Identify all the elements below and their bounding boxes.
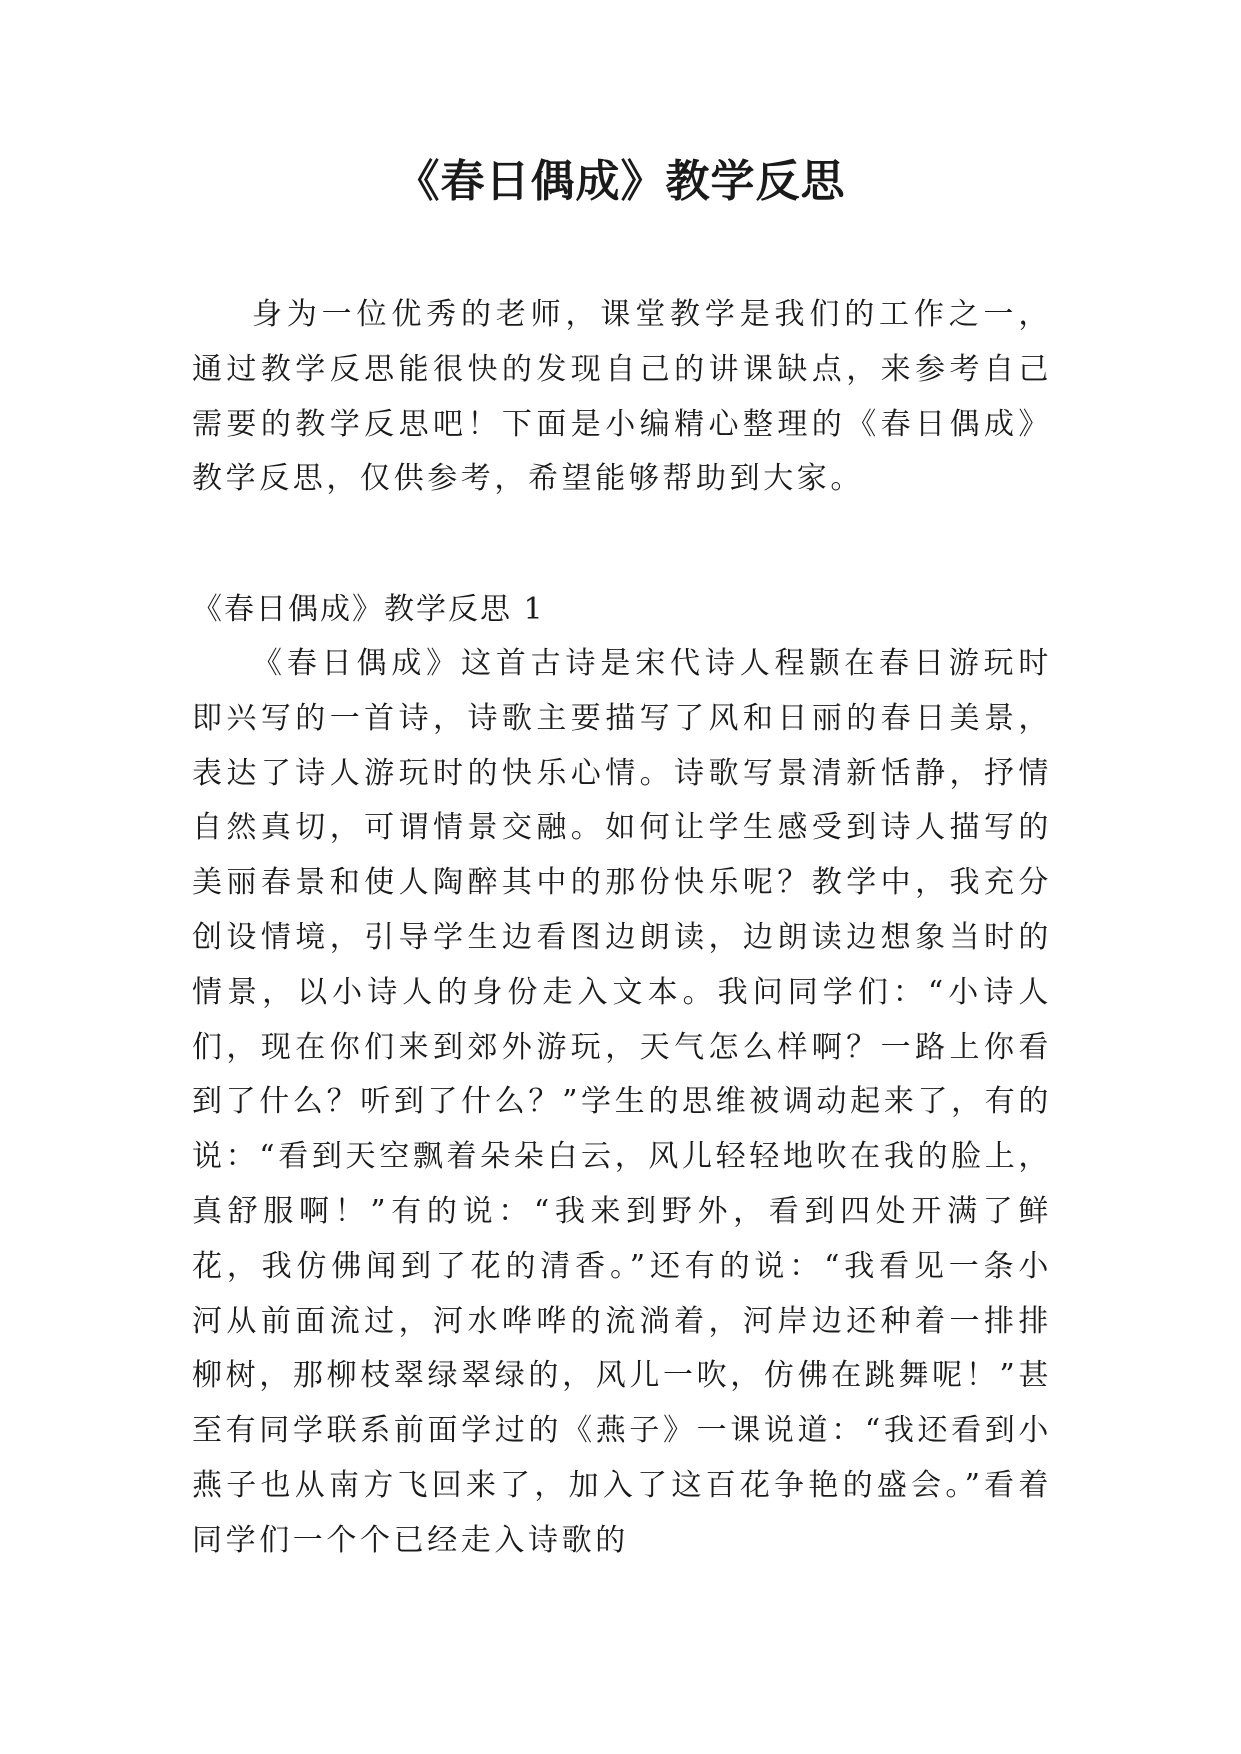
document-title: 《春日偶成》教学反思 [395, 156, 846, 207]
section-body-paragraph: 《春日偶成》这首古诗是宋代诗人程颢在春日游玩时即兴写的一首诗，诗歌主要描写了风和日丽的春日美景，表达了诗人游玩时的快乐心情。诗歌写景清新恬静，抒情自然真切，可谓情景交融。如何让学生感受到诗人描写的美丽春景和使人陶醉其中的那份快乐呢？教学中，我充分创设情境，引导学生边看图边朗读，边朗读边想象当时的情景，以小诗人的身份走入文本。我问同学们：“小诗人们，现在你们来到郊外游玩，天气怎么样啊？一路上你看到了什么？听到了什么？”学生的思维被调动起来了，有的说：“看到天空飘着朵朵白云，风儿轻轻地吹在我的脸上，真舒服啊！”有的说：“我来到野外，看到四处开满了鲜花，我仿佛闻到了花的清香。”还有的说：“我看见一条小河从前面流过，河水哗哗的流淌着，河岸边还种着一排排柳树，那柳枝翠绿翠绿的，风儿一吹，仿佛在跳舞呢！”甚至有同学联系前面学过的《燕子》一课说道：“我还看到小燕子也从南方飞回来了，加入了这百花争艳的盛会。”看着同学们一个个已经走入诗歌的 [192, 646, 1052, 1558]
section-heading: 《春日偶成》教学反思 1 [192, 592, 545, 627]
intro-paragraph: 身为一位优秀的老师，课堂教学是我们的工作之一，通过教学反思能很快的发现自己的讲课缺点，来参考自己需要的教学反思吧！下面是小编精心整理的《春日偶成》教学反思，仅供参考，希望能够帮助到大家。 [192, 297, 1052, 497]
